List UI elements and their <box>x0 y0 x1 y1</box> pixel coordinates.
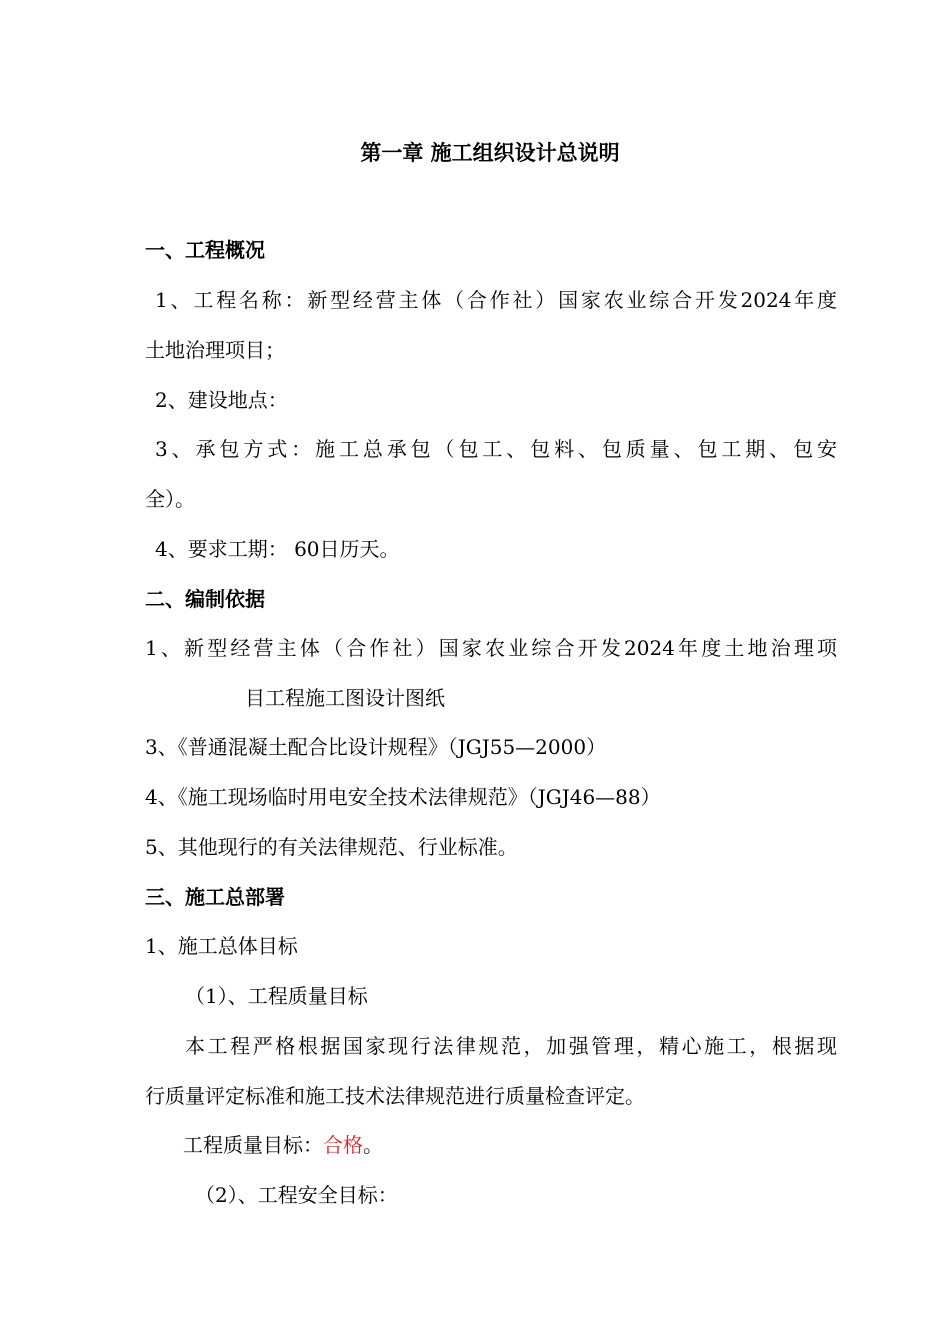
contract-method-line1: 3、承包方式：施工总承包（包工、包料、包质量、包工期、包安 <box>155 437 837 461</box>
basis-item4: 4、《施工现场临时用电安全技术法律规范》（JGJ46—88） <box>145 785 661 809</box>
project-name-line2: 土地治理项目； <box>145 338 285 362</box>
project-name-line1: 1、工程名称：新型经营主体（合作社）国家农业综合开发2024年度 <box>155 288 837 312</box>
basis-item1-line1: 1、新型经营主体（合作社）国家农业综合开发2024年度土地治理项 <box>145 636 837 660</box>
basis-item3: 3、《普通混凝土配合比设计规程》（JGJ55—2000） <box>145 735 607 759</box>
chapter-title: 第一章 施工组织设计总说明 <box>360 141 620 165</box>
quality-target-end: 。 <box>363 1133 383 1157</box>
quality-paragraph-line2: 行质量评定标准和施工技术法律规范进行质量检查评定。 <box>145 1084 645 1108</box>
quality-target-label: 工程质量目标： <box>183 1133 323 1157</box>
overall-goal: 1、施工总体目标 <box>145 934 298 958</box>
safety-goal-heading: （2）、工程安全目标： <box>195 1183 398 1207</box>
contract-method-line2: 全）。 <box>145 487 195 511</box>
quality-paragraph-line1: 本工程严格根据国家现行法律规范，加强管理，精心施工，根据现 <box>185 1034 837 1058</box>
quality-target-value: 合格 <box>323 1133 363 1157</box>
basis-item1-line2: 目工程施工图设计图纸 <box>245 686 445 710</box>
section-heading-overview: 一、工程概况 <box>145 238 265 262</box>
basis-item5: 5、其他现行的有关法律规范、行业标准。 <box>145 835 518 859</box>
quality-target <box>183 1130 383 1160</box>
quality-goal-heading: （1）、工程质量目标 <box>185 984 368 1008</box>
section-heading-deployment: 三、施工总部署 <box>145 885 285 909</box>
required-duration: 4、要求工期： 60日历天。 <box>155 537 400 561</box>
section-heading-basis: 二、编制依据 <box>145 587 265 611</box>
construction-site: 2、建设地点： <box>155 388 288 412</box>
